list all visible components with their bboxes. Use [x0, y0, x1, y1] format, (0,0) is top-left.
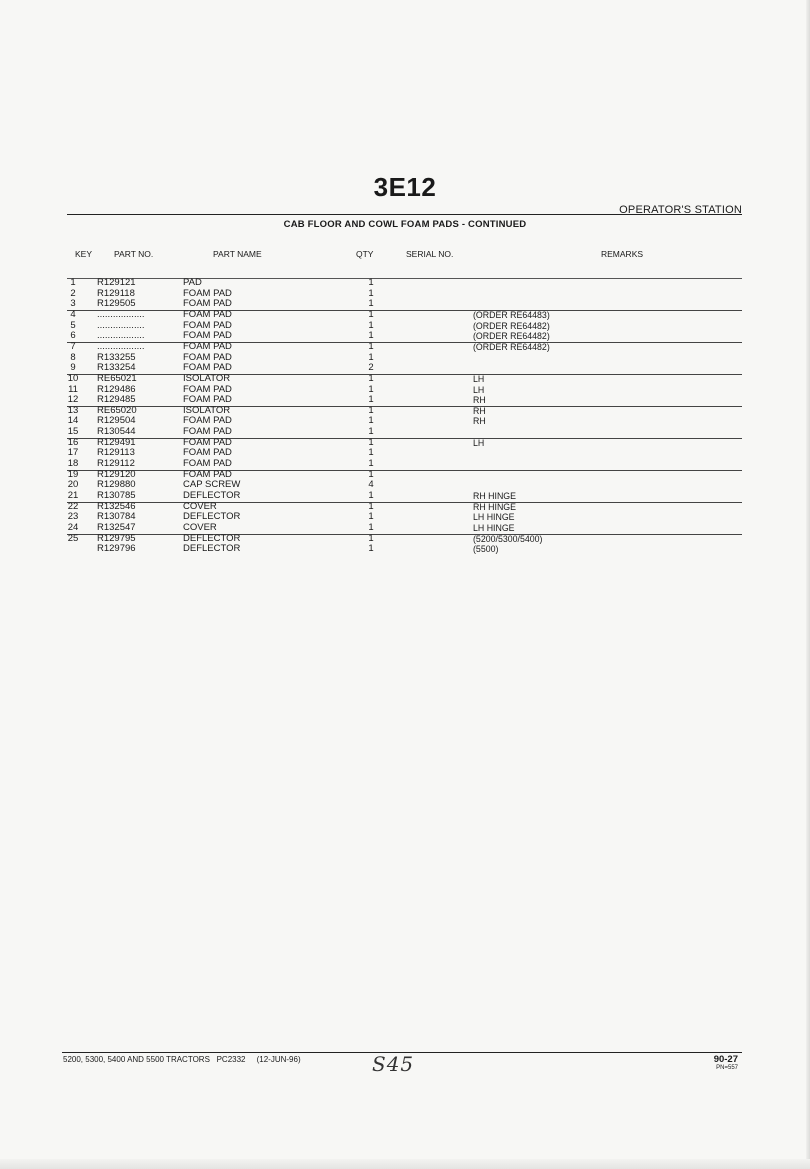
row-key: 14: [67, 415, 79, 427]
row-qty: 1: [368, 426, 374, 438]
row-key: 7: [70, 340, 76, 352]
row-remarks: LH HINGE: [473, 522, 515, 533]
row-remarks: (ORDER RE64482): [473, 331, 550, 342]
col-header-part-name: PART NAME: [213, 249, 262, 259]
row-qty: 1: [368, 383, 374, 395]
row-qty: 1: [368, 521, 374, 533]
row-part-name: DEFLECTOR: [183, 490, 241, 501]
row-qty: 1: [368, 394, 374, 406]
row-part-no: ..................: [97, 319, 145, 331]
row-qty: 1: [368, 436, 374, 448]
row-remarks: (5500): [473, 544, 499, 555]
row-part-no: R132546: [97, 500, 136, 512]
row-part-name: FOAM PAD: [183, 458, 232, 470]
row-qty: 1: [368, 351, 374, 363]
row-remarks: RH HINGE: [473, 501, 517, 512]
subtitle: CAB FLOOR AND COWL FOAM PADS - CONTINUED: [283, 219, 527, 230]
row-part-name: CAP SCREW: [183, 479, 241, 491]
row-key: 20: [67, 479, 79, 491]
row-part-name: ISOLATOR: [183, 404, 231, 416]
row-part-name: FOAM PAD: [183, 319, 232, 331]
row-remarks: LH HINGE: [473, 512, 515, 523]
row-key: 25: [67, 532, 79, 544]
row-key: 18: [67, 458, 79, 470]
row-part-no: R129880: [97, 479, 136, 491]
row-part-name: FOAM PAD: [183, 351, 232, 363]
row-remarks: RH: [473, 395, 486, 406]
row-part-no: RE65020: [97, 404, 137, 416]
row-remarks: (ORDER RE64482): [473, 341, 550, 352]
pn-number: PN=557: [716, 1065, 738, 1071]
row-part-name: FOAM PAD: [183, 340, 232, 352]
row-key: 2: [70, 287, 76, 299]
row-part-no: R129486: [97, 383, 136, 395]
row-part-name: FOAM PAD: [183, 330, 232, 342]
row-part-no: R129795: [97, 532, 136, 544]
row-part-name: FOAM PAD: [183, 362, 232, 374]
row-qty: 1: [368, 458, 374, 470]
row-part-name: FOAM PAD: [183, 308, 232, 320]
row-qty: 1: [368, 490, 374, 501]
row-part-no: R129112: [97, 458, 135, 470]
row-part-name: COVER: [183, 521, 217, 533]
row-part-name: FOAM PAD: [183, 468, 232, 480]
row-part-no: R129485: [97, 394, 136, 406]
row-part-no: R129491: [97, 436, 136, 448]
row-part-no: ..................: [97, 308, 145, 320]
row-remarks: RH HINGE: [473, 491, 517, 501]
row-qty: 1: [368, 340, 374, 352]
row-qty: 1: [368, 511, 374, 523]
row-part-no: R133254: [97, 362, 136, 374]
row-part-name: ISOLATOR: [183, 372, 231, 384]
row-part-name: FOAM PAD: [183, 447, 232, 459]
table-row: [0, 491, 810, 502]
table-row: [0, 278, 810, 289]
row-part-name: PAD: [183, 277, 202, 288]
row-key: 15: [67, 426, 79, 438]
row-qty: 1: [368, 298, 374, 310]
row-qty: 1: [368, 404, 374, 416]
page-title: 3E12: [373, 172, 437, 202]
row-key: 12: [67, 394, 79, 406]
row-qty: 1: [368, 319, 374, 331]
row-key: 17: [67, 447, 79, 459]
row-part-no: RE65021: [97, 372, 137, 384]
row-part-no: R130784: [97, 511, 136, 523]
row-key: 23: [67, 511, 79, 523]
row-part-no: R129504: [97, 415, 136, 427]
row-qty: 2: [368, 362, 374, 374]
row-key: 19: [67, 468, 79, 480]
row-remarks: LH: [473, 373, 485, 384]
scan-edge: [806, 0, 810, 1169]
table-row: [0, 544, 810, 555]
row-key: 6: [70, 330, 76, 342]
footer-publication: 5200, 5300, 5400 AND 5500 TRACTORS PC2332 (12-JUN-96): [63, 1055, 301, 1064]
row-part-no: R129796: [97, 543, 136, 555]
row-key: 21: [67, 490, 79, 501]
row-part-name: FOAM PAD: [183, 298, 232, 310]
row-remarks: (ORDER RE64483): [473, 309, 550, 320]
row-part-name: DEFLECTOR: [183, 532, 241, 544]
col-header-key: KEY: [75, 249, 93, 259]
row-key: 16: [67, 436, 79, 448]
row-part-no: R133255: [97, 351, 136, 363]
row-part-name: COVER: [183, 500, 217, 512]
row-part-no: R129120: [97, 468, 136, 480]
row-remarks: LH: [473, 437, 485, 448]
row-key: 8: [70, 351, 76, 363]
row-key: 22: [67, 500, 79, 512]
row-part-name: FOAM PAD: [183, 383, 232, 395]
row-key: 13: [67, 404, 79, 416]
row-key: 3: [70, 298, 76, 310]
row-qty: 1: [368, 308, 374, 320]
row-remarks: (5200/5300/5400): [473, 533, 543, 544]
col-header-part-no: PART NO.: [114, 249, 154, 259]
row-key: 10: [67, 372, 79, 384]
row-qty: 1: [368, 468, 374, 480]
row-part-name: DEFLECTOR: [183, 543, 241, 555]
row-remarks: LH: [473, 384, 485, 395]
row-part-no: R129121: [97, 277, 136, 288]
row-key: 11: [68, 383, 78, 395]
scan-bottom: [0, 1159, 810, 1169]
row-part-no: R129505: [97, 298, 136, 310]
row-qty: 1: [368, 372, 374, 384]
row-part-name: FOAM PAD: [183, 436, 232, 448]
row-remarks: RH: [473, 405, 486, 416]
row-qty: 1: [368, 287, 374, 299]
row-part-name: DEFLECTOR: [183, 511, 241, 523]
row-part-name: FOAM PAD: [183, 415, 232, 427]
row-key: 24: [67, 521, 79, 533]
row-part-no: R129118: [97, 287, 135, 299]
table-row: [0, 374, 810, 385]
row-key: 4: [70, 308, 76, 320]
row-qty: 1: [368, 532, 374, 544]
row-part-name: FOAM PAD: [183, 394, 232, 406]
row-qty: 4: [368, 479, 374, 491]
row-part-no: R132547: [97, 521, 136, 533]
row-remarks: RH: [473, 416, 486, 427]
col-header-serial-no: SERIAL NO.: [406, 249, 454, 259]
row-part-no: ..................: [97, 330, 145, 342]
row-qty: 1: [368, 277, 374, 288]
row-part-no: R130544: [97, 426, 136, 438]
row-part-name: FOAM PAD: [183, 287, 232, 299]
table-row: [0, 310, 810, 321]
row-qty: 1: [368, 543, 374, 555]
row-qty: 1: [368, 500, 374, 512]
row-qty: 1: [368, 415, 374, 427]
table-row: [0, 523, 810, 534]
page-number: 90-27: [713, 1054, 738, 1065]
row-part-name: FOAM PAD: [183, 426, 232, 438]
section-title: OPERATOR'S STATION: [619, 204, 742, 216]
col-header-remarks: REMARKS: [601, 249, 644, 259]
row-qty: 1: [368, 447, 374, 459]
row-key: 5: [70, 319, 76, 331]
row-remarks: (ORDER RE64482): [473, 320, 550, 331]
table-row: [0, 342, 810, 353]
row-part-no: R130785: [97, 490, 136, 501]
row-key: 9: [70, 362, 76, 374]
row-part-no: ..................: [97, 340, 145, 352]
col-header-qty: QTY: [356, 249, 374, 259]
row-part-no: R129113: [97, 447, 135, 459]
row-qty: 1: [368, 330, 374, 342]
handwritten-note: S45: [372, 1052, 415, 1076]
row-key: 1: [70, 277, 76, 288]
